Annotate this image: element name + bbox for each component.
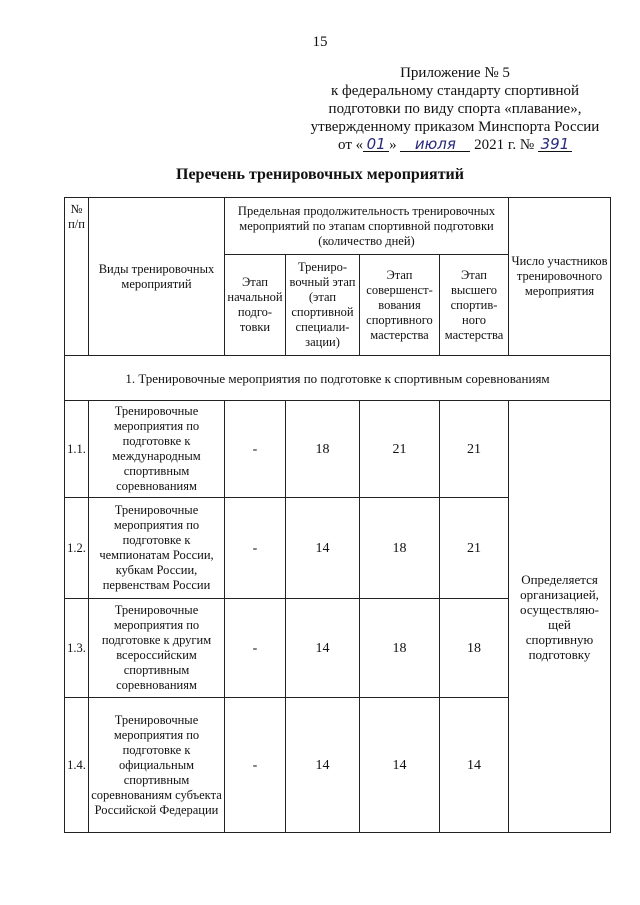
appendix-date-line xyxy=(300,136,610,154)
row-stage-1: - xyxy=(225,698,286,833)
row-stage-4: 21 xyxy=(440,498,509,599)
row-stage-2: 14 xyxy=(286,498,360,599)
appendix-line-3: подготовки по виду спорта «плавание», xyxy=(328,101,582,117)
appendix-line-2: к федеральному стандарту спортивной xyxy=(330,83,580,99)
row-stage-2: 14 xyxy=(286,599,360,698)
appendix-block xyxy=(300,64,610,154)
header-row-1 xyxy=(65,198,611,255)
date-mid: » xyxy=(389,137,397,153)
table-row xyxy=(65,401,611,498)
row-stage-4: 21 xyxy=(440,401,509,498)
participants-cell: Определяется организацией, осуществляю-щей спортивную подготовку xyxy=(509,401,611,833)
row-stage-2: 18 xyxy=(286,401,360,498)
row-num: 1.3. xyxy=(65,599,89,698)
row-num: 1.2. xyxy=(65,498,89,599)
row-name: Тренировочные мероприятия по подготовке к чемпионатам России, кубкам России, первенствам России xyxy=(89,498,225,599)
row-stage-3: 14 xyxy=(360,698,440,833)
header-stage-2: Трениро-вочный этап (этап спортивной специали-зации) xyxy=(286,255,360,356)
date-month: июля xyxy=(400,137,470,152)
section-row xyxy=(65,356,611,401)
document-title: Перечень тренировочных мероприятий xyxy=(176,166,464,183)
row-name: Тренировочные мероприятия по подготовке к другим всероссийским спортивным соревнованиям xyxy=(89,599,225,698)
appendix-line-1: Приложение № 5 xyxy=(400,65,510,81)
row-stage-3: 18 xyxy=(360,498,440,599)
header-types: Виды тренировочных мероприятий xyxy=(89,198,225,356)
row-stage-1: - xyxy=(225,498,286,599)
row-num: 1.4. xyxy=(65,698,89,833)
date-prefix: от « xyxy=(338,137,364,153)
appendix-line-4: утвержденному приказом Минспорта России xyxy=(310,119,600,135)
header-duration-group: Предельная продолжительность тренировочных мероприятий по этапам спортивной подготовки (количество дней) xyxy=(225,198,509,255)
row-stage-3: 18 xyxy=(360,599,440,698)
row-stage-4: 18 xyxy=(440,599,509,698)
section-title: 1. Тренировочные мероприятия по подготовке к спортивным соревнованиям xyxy=(65,356,611,401)
training-events-table xyxy=(64,197,611,833)
row-stage-2: 14 xyxy=(286,698,360,833)
header-stage-1: Этап начальной подго-товки xyxy=(225,255,286,356)
header-stage-3: Этап совершенст-вования спортивного мастерства xyxy=(360,255,440,356)
date-day: 01 xyxy=(363,137,389,152)
row-stage-1: - xyxy=(225,401,286,498)
row-stage-4: 14 xyxy=(440,698,509,833)
row-stage-3: 21 xyxy=(360,401,440,498)
row-stage-1: - xyxy=(225,599,286,698)
row-num: 1.1. xyxy=(65,401,89,498)
row-name: Тренировочные мероприятия по подготовке к официальным спортивным соревнованиям субъекта Российской Федерации xyxy=(89,698,225,833)
row-name: Тренировочные мероприятия по подготовке к международным спортивным соревнованиям xyxy=(89,401,225,498)
order-number: 391 xyxy=(538,137,572,152)
header-stage-4: Этап высшего спортив-ного мастерства xyxy=(440,255,509,356)
header-num: № п/п xyxy=(65,198,89,356)
date-year: 2021 г. № xyxy=(474,137,535,153)
page-number: 15 xyxy=(312,34,328,50)
header-participants: Число участников тренировочного мероприятия xyxy=(509,198,611,356)
